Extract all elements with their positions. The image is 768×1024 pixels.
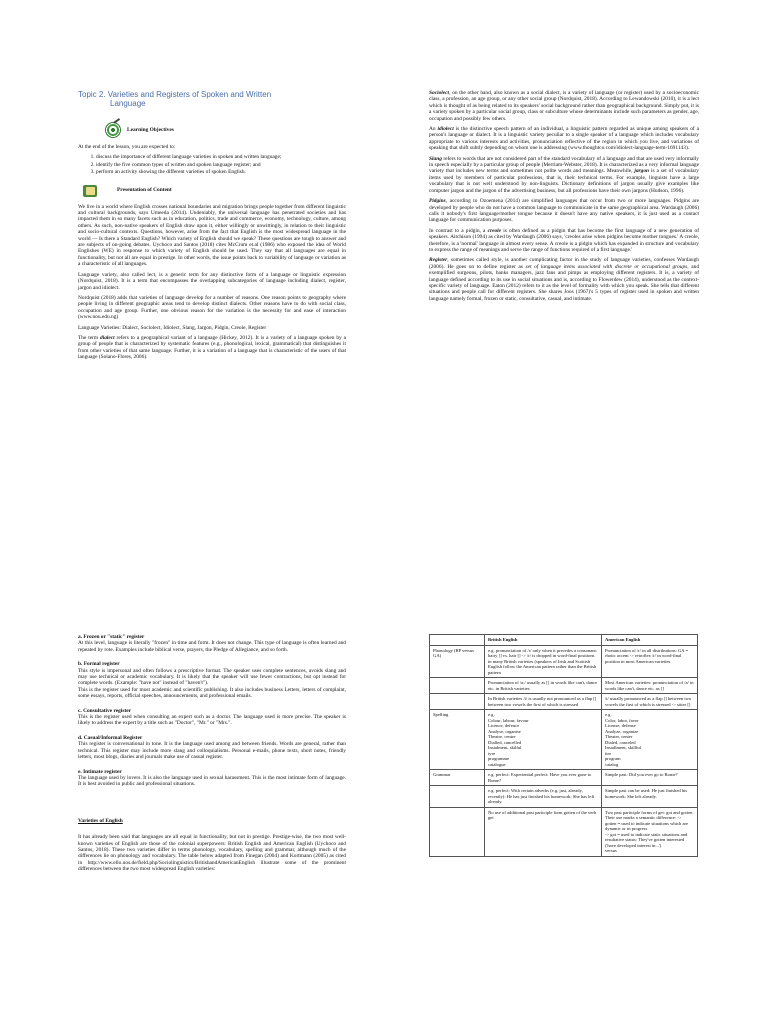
content-heading: Presentation of Content [117, 187, 172, 194]
register-body: This is the register used for most academic and scientific publishing. It also includes business Letters, letters of complaint, some essays, reports, official speeches, announcements, and professional emails. [78, 686, 346, 700]
table-cell: Spelling [430, 710, 485, 770]
table-header [430, 635, 485, 646]
paragraph: Nordquist (2018) adds that varieties of language develop for a number of reasons. One reason points to geography where people living in different geographic areas tend to develop distinct dialects. Other reasons have to do with social class, occupation and age group. Further, one obvious reason for the variation is the necessity for and ease of interaction (www.nou.edu.ng) [78, 294, 346, 321]
table-cell: e.g. pronunciation of /r/ only when it precedes a consonant: hairy [] vs. hair [] -> /r/ is dropped in word-final positions in many British varieties (speakers of Irish and Scottish English follow the American pattern rather than the British pattern [485, 645, 602, 678]
table-cell: Grammar [430, 770, 485, 786]
objectives-list [78, 154, 346, 175]
book-icon [83, 184, 99, 198]
register-heading: b. Formal register [78, 661, 120, 668]
table-body [430, 645, 698, 856]
varieties-body: It has already been said that languages are all equal in functionality, but not in prestige. Prestige-wise, the two most well-known varieties of English are those of the colonial superpowers: British English and American English (Uychoco and Santos, 2018). These two varieties differ in terms phonology, vocabulary, spelling and grammar, although much of the differences lie on phonology and vocabulary. The table below adapted from Finegan (2004) and Kortmann (2005) as cited in http://www.ello.uos.de/field.php/Sociolinguistics/BritishandAmericanEnglish illustrate some of the prominent differences between the two most widespread English varieties: [78, 834, 346, 873]
target-icon [105, 122, 121, 138]
topic-title: Topic 2. Varieties and Registers of Spoken and Written Language [78, 90, 272, 108]
table-row [430, 645, 698, 678]
table-row [430, 710, 698, 770]
table-cell: Phonology (RP versus GA) [430, 645, 485, 678]
content-header [78, 184, 346, 198]
register-heading: e. Intimate register [78, 768, 122, 775]
objectives-heading: Learning Objectives [127, 126, 174, 133]
table-cell: Most American varieties: pronunciation of /a/ in words like can't, dance etc. as [] [602, 678, 698, 694]
right-column [429, 90, 699, 306]
table-cell: No use of additional past participle form gotten of the verb get [485, 807, 602, 856]
table-row [430, 786, 698, 808]
paragraph-slang: Slang refers to words that are not considered part of the standard vocabulary of a language and that are used very informally in speech especially by a particular group of people (Merriam-Webster, 2018). It is characterized as a very informal language variety that includes new terms and sometimes not polite words and meanings. Meanwhile, jargon is a set of vocabulary items used by members of particular professions, that is, their technical terms. For example, linguists have a large vocabulary that is not well understood by non-linguists. Dictionary definitions of jargon usually give examples like computer jargon and the jargon of the advertising business, but all professions have their own jargons (Hudson, 1996). [429, 155, 700, 194]
table-row [430, 770, 698, 786]
paragraph: The term dialect refers to a geographical variant of a language (Hickey, 2012). It is a variety of a language spoken by a group of people that is characterized by systematic features (e.g., phonological, lexical, grammatical) that distinguishes it from other varieties of that same language. Further, it is a variation of a language that is characteristic of the users of that language (Solano-Flores, 2006). [78, 334, 346, 361]
table-row [430, 807, 698, 856]
objective-item: 1. discuss the importance of different language varieties in spoken and written language; [96, 154, 346, 160]
table-cell: Two past participle forms of get: got and gotten. Their use marks a semantic difference: -> gotten = used to indicate situations which are dynamic or in progress -> got = used to indicate static situations and resultative status: They've gotten interested ('have developed interest in...') versus [602, 807, 698, 856]
register-body: This style is impersonal and often follows a prescriptive format. The speaker uses complete sentences, avoids slang and may use technical or academic vocabulary. It is likely that the speaker will use fewer contractions, but opt instead for complete words. (Example: "have not" instead of "haven't"). [78, 667, 346, 687]
table-cell: e.g. Colour, labour, favour Licence, defence Analyse, organise Theatre, centre Dialled, cancelled Instalment, skilful tyre programme catalogue [485, 710, 602, 770]
table-header: American English [602, 635, 698, 646]
table-cell: e.g. Color, labor, favor License, defense Analyze, organize Theater, center Dialed, canceled Installment, skillful tire program catalog [602, 710, 698, 770]
paragraph: We live in a world where English crosses national boundaries and migration brings people together from different linguistic and cultural backgrounds, says Umeeda (2014). Undeniably, the universal language has penetrated societies and has impacted them in so many facets such as in education, politics, trade and commerce, economy, technology, culture, among others. As such, non-native speakers of English draw upon it, either willingly or unwittingly, in relation to their linguistic and socio-cultural contexts. Questions, however, arise from the fact that English is the most widespread language in the world — Is there a Standard English? Which variety of English should we speak? These questions are tough to answer and are subjects of on-going debates. Uychoco and Santos (2018) cites McCrum et.al (1986) who exposed the idea of World Englishes (WE) in response to which variety of English should be used. They say that all languages are equal in functionality, but not all are equal in prestige. In other words, the issue points back to variability of language or variation as a characteristic of all languages. [78, 203, 346, 268]
register-body: This is the register used when consulting an expert such as a doctor. The language used is more precise. The speaker is likely to address the expert by a title such as "Doctor", "Mr." or "Mrs.". [78, 714, 346, 727]
register-body: The language used by lovers. It is also the language used in sexual harassment. This is the most intimate form of language. It is best avoided in public and professional situations. [78, 774, 346, 788]
paragraph-pidgin: Pidgins, according to Ozoemena (2014) are simplified languages that occur from two or more languages. Pidgins are developed by people who do not have a common language to communicate in the same geographical area. Wardaugh (2006) calls it nobody's first language/mother tongue because it doesn't have any native speakers, it is just used as a contact language for communication purposes. [429, 198, 699, 224]
register-body: This register is conversational in tone. It is the language used among and between friends. Words are general, rather than technical. This register may include more slang and colloquialisms. Personal e-mails, phone texts, short notes, friendly letters, most blogs, diaries and journals make use of casual register. [78, 741, 346, 761]
table-cell: /t/ usually pronounced as a flap [] between two vowels the first of which is stressed -> sitter [] [602, 694, 698, 710]
register-body: At this level, language is literally "frozen" in time and form. It does not change. This type of language is often learned and repeated by rote. Examples include biblical verse, prayers, the Pledge of Allegiance, and so forth. [78, 640, 346, 653]
paragraph: Language variety, also called lect, is a generic term for any distinctive form of a language or linguistic expression (Nordquist, 2018). It is a term that encompasses the overlapping subcategories of language including dialect, register, jargon and idiolect. [78, 271, 346, 291]
varieties-heading: Varieties of English [78, 817, 123, 824]
paragraph-sociolect: Sociolect, on the other hand, also known as a social dialect, is a variety of language (or register) used by a socioeconomic class, a profession, an age group, or any other social group (Nordquist, 2018). According to Lewandowski (2010), it is a lect which is thought of as being related to its speakers' social background rather than geographical background. Simply put, it is a variety spoken by a particular social group, class or subculture whose determinants include such parameters as gender, age, occupation and possibly few others. [429, 90, 699, 122]
table-cell: In British varieties /t/ is usually not pronounced as a flap [] between two vowels the first of which is stressed [485, 694, 602, 710]
paragraph-creole: In contrast to a pidgin, a creole is often defined as a pidgin that has become the first language of a new generation of speakers. Aitchison (1994) as cited by Wardaugh (2006) says, 'creoles arise when pidgins become mother tongues.' A creole, therefore, is a 'normal' language in almost every sense. A creole is a pidgin which has expanded in structure and vocabulary to express the range of meanings and serve the range of functions required of a first language.' [429, 227, 699, 253]
table-cell: Pronunciation of /r/ in all distributions: GA = rhotic accent -> retroflex /r/ in word-final position in most American varieties [602, 645, 698, 678]
objective-item: 2. identify the five common types of written and spoken language register; and [96, 162, 346, 168]
objectives-header [78, 122, 346, 138]
table-header: British English [485, 635, 602, 646]
paragraph: Language Varieties: Dialect, Sociolect, Idiolect, Slang, Jargon, Pidgin, Creole, Register [78, 324, 267, 331]
table-cell: Simple past: Did you ever go to Rome? [602, 770, 698, 786]
table-cell: e.g. perfect: With certain adverbs (e.g. just, already, recently): He has just finished his homework; She has left already. [485, 786, 602, 808]
register-heading: c. Consultative register [78, 707, 132, 714]
table-row [430, 694, 698, 710]
table-cell [430, 694, 485, 710]
table-row [430, 678, 698, 694]
paragraph-idiolect: An idiolect is the distinctive speech pattern of an individual, a linguistic pattern regarded as unique among speakers of a person's language or dialect. It is a linguistic variety peculiar to a single speaker of a language which includes vocabulary appropriate to various interests and activities, pronunciation reflective of the region in which you live, and variations of speaking that shift subtly depending on whom one is addressing (www.thoughtco.com/idiolect-language-term-1691143). [429, 126, 700, 152]
registers-column [78, 634, 346, 877]
table-cell [430, 678, 485, 694]
table-cell [430, 786, 485, 808]
table-cell [430, 807, 485, 856]
table-header-row [430, 635, 698, 646]
table-cell: Pronunciation of /a:/ usually as [] in words like can't, dance etc. in British varieties [485, 678, 602, 694]
register-heading: d. Casual/Informal Register [78, 734, 143, 741]
left-column [78, 90, 346, 365]
register-heading: a. Frozen or "static" register [78, 634, 145, 640]
comparison-table [429, 634, 698, 857]
table-cell: Simple past can be used: He just finished his homework; She left already. [602, 786, 698, 808]
table-cell: e.g. perfect: Experiential perfect: Have you ever gone to Rome? [485, 770, 602, 786]
objectives-intro: At the end of the lesson, you are expected to: [78, 144, 176, 150]
paragraph-register: Register, sometimes called style, is another complicating factor in the study of language varieties, confesses Wardaugh (2006). He goes on to define register as set of language items associated with discrete or occupational groups, and exemplified surgeons, pilots, banks managers, jazz fans and pimps as employing different registers. It is, a variety of language defined according to its use in social situations and is, according to Flowerdew (2014), understood as the context-specific variety of language. Eaton (2012) refers to it as the level of formality with which you speak. She tells that different situations and people call for different registers. She shares Joos (1967)'s 5 types of register used in spoken and written language namely formal, frozen or static, consultative, casual, and intimate. [429, 257, 700, 302]
objective-item: 3. perform an activity showing the different varieties of spoken English. [96, 169, 346, 175]
